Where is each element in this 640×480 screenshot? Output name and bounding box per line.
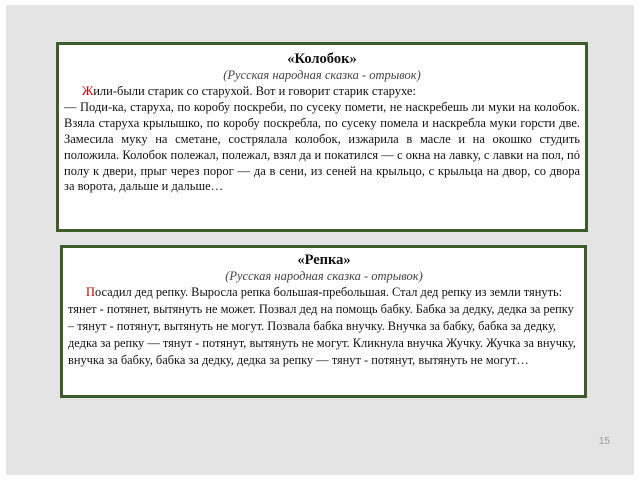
slide <box>6 5 634 475</box>
story-first-line <box>64 84 580 100</box>
story-repka-box <box>60 245 587 398</box>
story-text <box>64 84 580 195</box>
story-subtitle: (Русская народная сказка - отрывок) <box>223 68 421 82</box>
story-kolobok-box <box>56 42 588 232</box>
page-number: 15 <box>598 436 610 447</box>
drop-letter: П <box>86 285 95 299</box>
story-title: «Колобок» <box>287 51 357 67</box>
drop-letter: Ж <box>82 84 94 98</box>
story-paragraph: — Поди-ка, старуха, по коробу поскреби, по сусеку помети, не наскребешь ли муки на колобок. Взяла старуха крылышко, по коробу поскребла, по сусеку помела и наскребла муки горсти две. Замесила муку на сметане, сострялала колобок, изжарила в масле и на окошко студить положила. Колобок полежал, полежал, взял да и покатился — с окна на лавку, с лавки на пол, пó полу к двери, прыг через порог — да в сени, из сеней на крыльцо, с крыльца на двор, со двора за ворота, дальше и дальше… <box>64 99 580 194</box>
story-paragraph: осадил дед репку. Выросла репка большая-пребольшая. Стал дед репку из земли тянуть: тянет - потянет, вытянуть не может. Позвал дед на помощь бабку. Бабка за дедку, дедка за репку – тянут - потянут, вытянуть не могут. Позвала бабка внучку. Внучка за бабку, бабка за дедку, дедка за репку — тянут - потянут, вытянуть не могут. Кликнула внучка Жучку. Жучка за внучку, внучка за бабку, бабка за дедку, дедка за репку — тянут - потянут, вытянуть не могут… <box>68 285 576 367</box>
story-title: «Репка» <box>297 252 351 268</box>
first-line-text: или-были старик со старухой. Вот и говорит старик старухе: <box>93 84 416 98</box>
story-subtitle: (Русская народная сказка - отрывок) <box>225 269 423 283</box>
story-text <box>68 284 580 369</box>
